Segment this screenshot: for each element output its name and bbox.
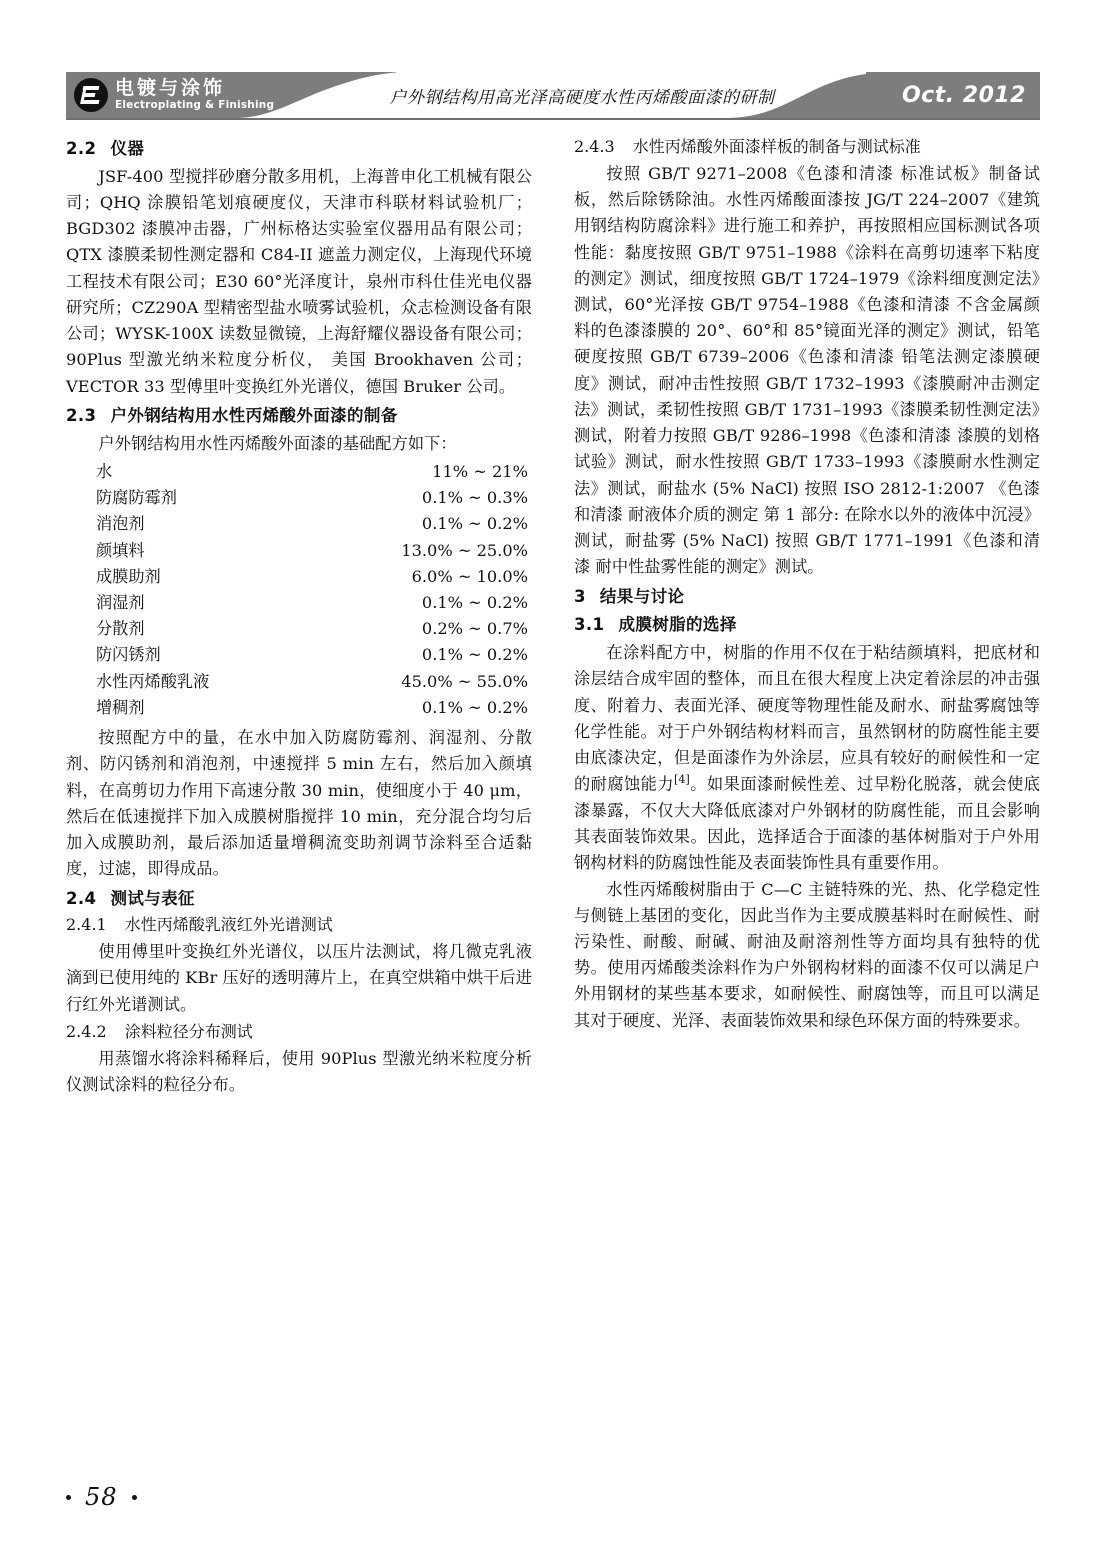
page-number: 58	[85, 1483, 118, 1511]
formula-amount: 6.0% ~ 10.0%	[411, 566, 528, 586]
section-number: 2.4	[66, 888, 97, 908]
citation-reference: [4]	[674, 773, 690, 787]
section-heading-2-2	[66, 137, 532, 162]
right-column	[574, 133, 1040, 1098]
formula-ingredient: 分散剂	[96, 619, 145, 639]
section-number: 3.1	[574, 615, 605, 635]
journal-emblem-icon	[74, 78, 108, 112]
article-body	[66, 133, 1040, 1098]
section-heading-2-3	[66, 404, 532, 429]
section-heading-2-4-1	[66, 913, 532, 938]
section-title: 成膜树脂的选择	[618, 615, 737, 635]
section-heading-3-1	[574, 613, 1040, 638]
running-head-title: 户外钢结构用高光泽高硬度水性丙烯酸面漆的研制	[389, 87, 775, 108]
paragraph-text-part-1: 在涂料配方中，树脂的作用不仅在于粘结颜填料，把底材和涂层结合成牢固的整体，而且在很大程度上决定着涂层的冲击强度、附着力、表面光泽、硬度等物理性能及耐水、耐盐雾腐蚀等化学性能。对于户外钢结构材料而言，虽然钢材的防腐性能主要由底漆决定，但是面漆作为外涂层，应具有较好的耐候性和一定的耐腐蚀能力	[574, 643, 1040, 794]
list-item	[66, 616, 532, 642]
section-title: 水性丙烯酸乳液红外光谱测试	[124, 915, 333, 935]
section-number: 2.4.2	[66, 1021, 107, 1041]
formula-ingredient: 增稠剂	[96, 697, 145, 717]
footer-dot-right-icon	[132, 1495, 137, 1500]
formula-amount: 0.1% ~ 0.2%	[421, 514, 528, 534]
paragraph-ftir-test: 使用傅里叶变换红外光谱仪，以压片法测试，将几微克乳液滴到已使用纯的 KBr 压好的透明薄片上，在真空烘箱中烘干后进行红外光谱测试。	[66, 942, 532, 1014]
formula-ingredient: 水性丙烯酸乳液	[96, 671, 210, 691]
section-title: 涂料粒径分布测试	[124, 1021, 253, 1041]
section-title: 水性丙烯酸外面漆样板的制备与测试标准	[632, 137, 921, 156]
section-title: 结果与讨论	[599, 586, 685, 606]
list-item	[66, 511, 532, 537]
formula-ingredient: 防腐防霉剂	[96, 488, 177, 508]
list-item	[66, 669, 532, 695]
section-heading-2-4-3	[574, 135, 1040, 160]
footer-dot-left-icon	[66, 1495, 71, 1500]
journal-name-en: Electroplating & Finishing	[115, 99, 275, 112]
list-item	[66, 564, 532, 590]
formula-ingredient: 防闪锈剂	[96, 645, 161, 665]
journal-name-cn: 电镀与涂饰	[115, 77, 226, 100]
paragraph-resin-role	[574, 640, 1040, 877]
paragraph-panel-prep-standards: 按照 GB/T 9271–2008《色漆和清漆 标准试板》制备试板，然后除锈除油。水性丙烯酸面漆按 JG/T 224–2007《建筑用钢结构防腐涂料》进行施工和养护，再按照相应国标测试各项性能：黏度按照 GB/T 9751–1988《涂料在高剪切速率下粘度的测定》测试，细度按照 GB/T 1724–1979《涂料细度测定法》测试，60°光泽按 GB/T 9754–1988《色漆和清漆 不含金属颜料的色漆漆膜的 20°、60°和 85°镜面光泽的测定》测试，铅笔硬度按照 GB/T 6739–2006《色漆和清漆 铅笔法测定漆膜硬度》测试，耐冲击性按照 GB/T 1732–1993《漆膜耐冲击测定法》测试，柔韧性按照 GB/T 1731–1993《漆膜柔韧性测定法》测试，附着力按照 GB/T 9286–1998《色漆和清漆 漆膜的划格试验》测试，耐水性按照 GB/T 1733–1993《漆膜耐水性测定法》测试，耐盐水 (5% NaCl) 按照 ISO 2812-1:2007 《色漆和清漆 耐液体介质的测定 第 1 部分: 在除水以外的液体中沉浸》测试，耐盐雾 (5% NaCl) 按照 GB/T 1771–1991《色漆和清漆 耐中性盐雾性能的测定》测试。	[574, 163, 1040, 577]
section-number: 2.3	[66, 405, 97, 425]
formula-amount: 0.1% ~ 0.2%	[421, 593, 528, 613]
section-heading-2-4-2	[66, 1020, 532, 1045]
formula-amount: 45.0% ~ 55.0%	[401, 671, 528, 691]
paragraph-formula-intro: 户外钢结构用水性丙烯酸外面漆的基础配方如下：	[98, 433, 457, 453]
paragraph-text-part-2: 。如果面漆耐候性差、过早粉化脱落，就会使底漆暴露，不仅大大降低底漆对户外钢材的防腐性能，而且会影响其表面装饰效果。因此，选择适合于面漆的基体树脂对于户外用钢构材料的防腐蚀性能及表面装饰性具有重要作用。	[574, 774, 1040, 873]
formula-amount: 13.0% ~ 25.0%	[401, 540, 528, 560]
list-item	[66, 642, 532, 668]
list-item	[66, 590, 532, 616]
left-column	[66, 133, 532, 1098]
list-item	[66, 459, 532, 485]
formula-amount: 0.1% ~ 0.2%	[421, 645, 528, 665]
page-footer	[66, 1483, 366, 1511]
section-title: 仪器	[110, 139, 145, 158]
section-number: 2.4.3	[574, 137, 615, 156]
formula-list	[66, 459, 532, 721]
section-number: 2.2	[66, 139, 97, 158]
formula-ingredient: 成膜助剂	[96, 566, 161, 586]
section-heading-3	[574, 585, 1040, 610]
journal-logo-text	[115, 79, 274, 111]
formula-ingredient: 消泡剂	[96, 514, 145, 534]
paragraph-acrylic-resin-advantages: 水性丙烯酸树脂由于 C—C 主链特殊的光、热、化学稳定性与侧链上基团的变化，因此当作为主要成膜基料时在耐候性、耐污染性、耐酸、耐碱、耐油及耐溶剂性等方面均具有独特的优势。使用丙烯酸类涂料作为户外钢构材料的面漆不仅可以满足户外用钢材的某些基本要求，如耐候性、耐腐蚀等，而且可以满足其对于硬度、光泽、表面装饰效果和绿色环保方面的特殊要求。	[574, 879, 1040, 1030]
list-item	[66, 695, 532, 721]
formula-amount: 0.1% ~ 0.3%	[421, 488, 528, 508]
formula-amount: 11% ~ 21%	[432, 461, 528, 481]
formula-ingredient: 润湿剂	[96, 593, 145, 613]
section-number: 2.4.1	[66, 915, 107, 935]
paragraph-instruments: JSF-400 型搅拌砂磨分散多用机，上海普申化工机械有限公司；QHQ 涂膜铅笔划痕硬度仪，天津市科联材料试验机厂；BGD302 漆膜冲击器，广州标格达实验室仪器用品有限公司；QTX 漆膜柔韧性测定器和 C84-II 遮盖力测定仪，上海现代环境工程技术有限公司；E30 60°光泽度计，泉州市科仕佳光电仪器研究所；CZ290A 型精密型盐水喷雾试验机，众志检测设备有限公司；WYSK-100X 读数显微镜，上海舒耀仪器设备有限公司； 90Plus 型激光纳米粒度分析仪， 美国 Brookhaven 公司； VECTOR 33 型傅里叶变换红外光谱仪，德国 Bruker 公司。	[66, 166, 532, 396]
list-item	[66, 485, 532, 511]
formula-ingredient: 颜填料	[96, 540, 145, 560]
formula-amount: 0.1% ~ 0.2%	[421, 697, 528, 717]
header-rule	[66, 118, 1040, 120]
page-header	[66, 72, 1040, 118]
issue-date: Oct. 2012	[901, 82, 1026, 108]
journal-logo	[74, 75, 274, 115]
section-heading-2-4	[66, 887, 532, 912]
formula-amount: 0.2% ~ 0.7%	[421, 619, 528, 639]
list-item	[66, 538, 532, 564]
section-title: 户外钢结构用水性丙烯酸外面漆的制备	[110, 405, 398, 425]
paragraph-particle-size-test: 用蒸馏水将涂料稀释后，使用 90Plus 型激光纳米粒度分析仪测试涂料的粒径分布。	[66, 1048, 532, 1094]
paragraph-process: 按照配方中的量，在水中加入防腐防霉剂、润湿剂、分散剂、防闪锈剂和消泡剂，中速搅拌 5 min 左右，然后加入颜填料，在高剪切力作用下高速分散 30 min，使细度小于 40 μm，然后在低速搅拌下加入成膜树脂搅拌 10 min，充分混合均匀后加入成膜助剂，最后添加适量增稠流变助剂调节涂料至合适黏度，过滤，即得成品。	[66, 728, 532, 879]
formula-ingredient: 水	[96, 461, 113, 481]
section-number: 3	[574, 586, 586, 606]
section-title: 测试与表征	[110, 888, 195, 908]
